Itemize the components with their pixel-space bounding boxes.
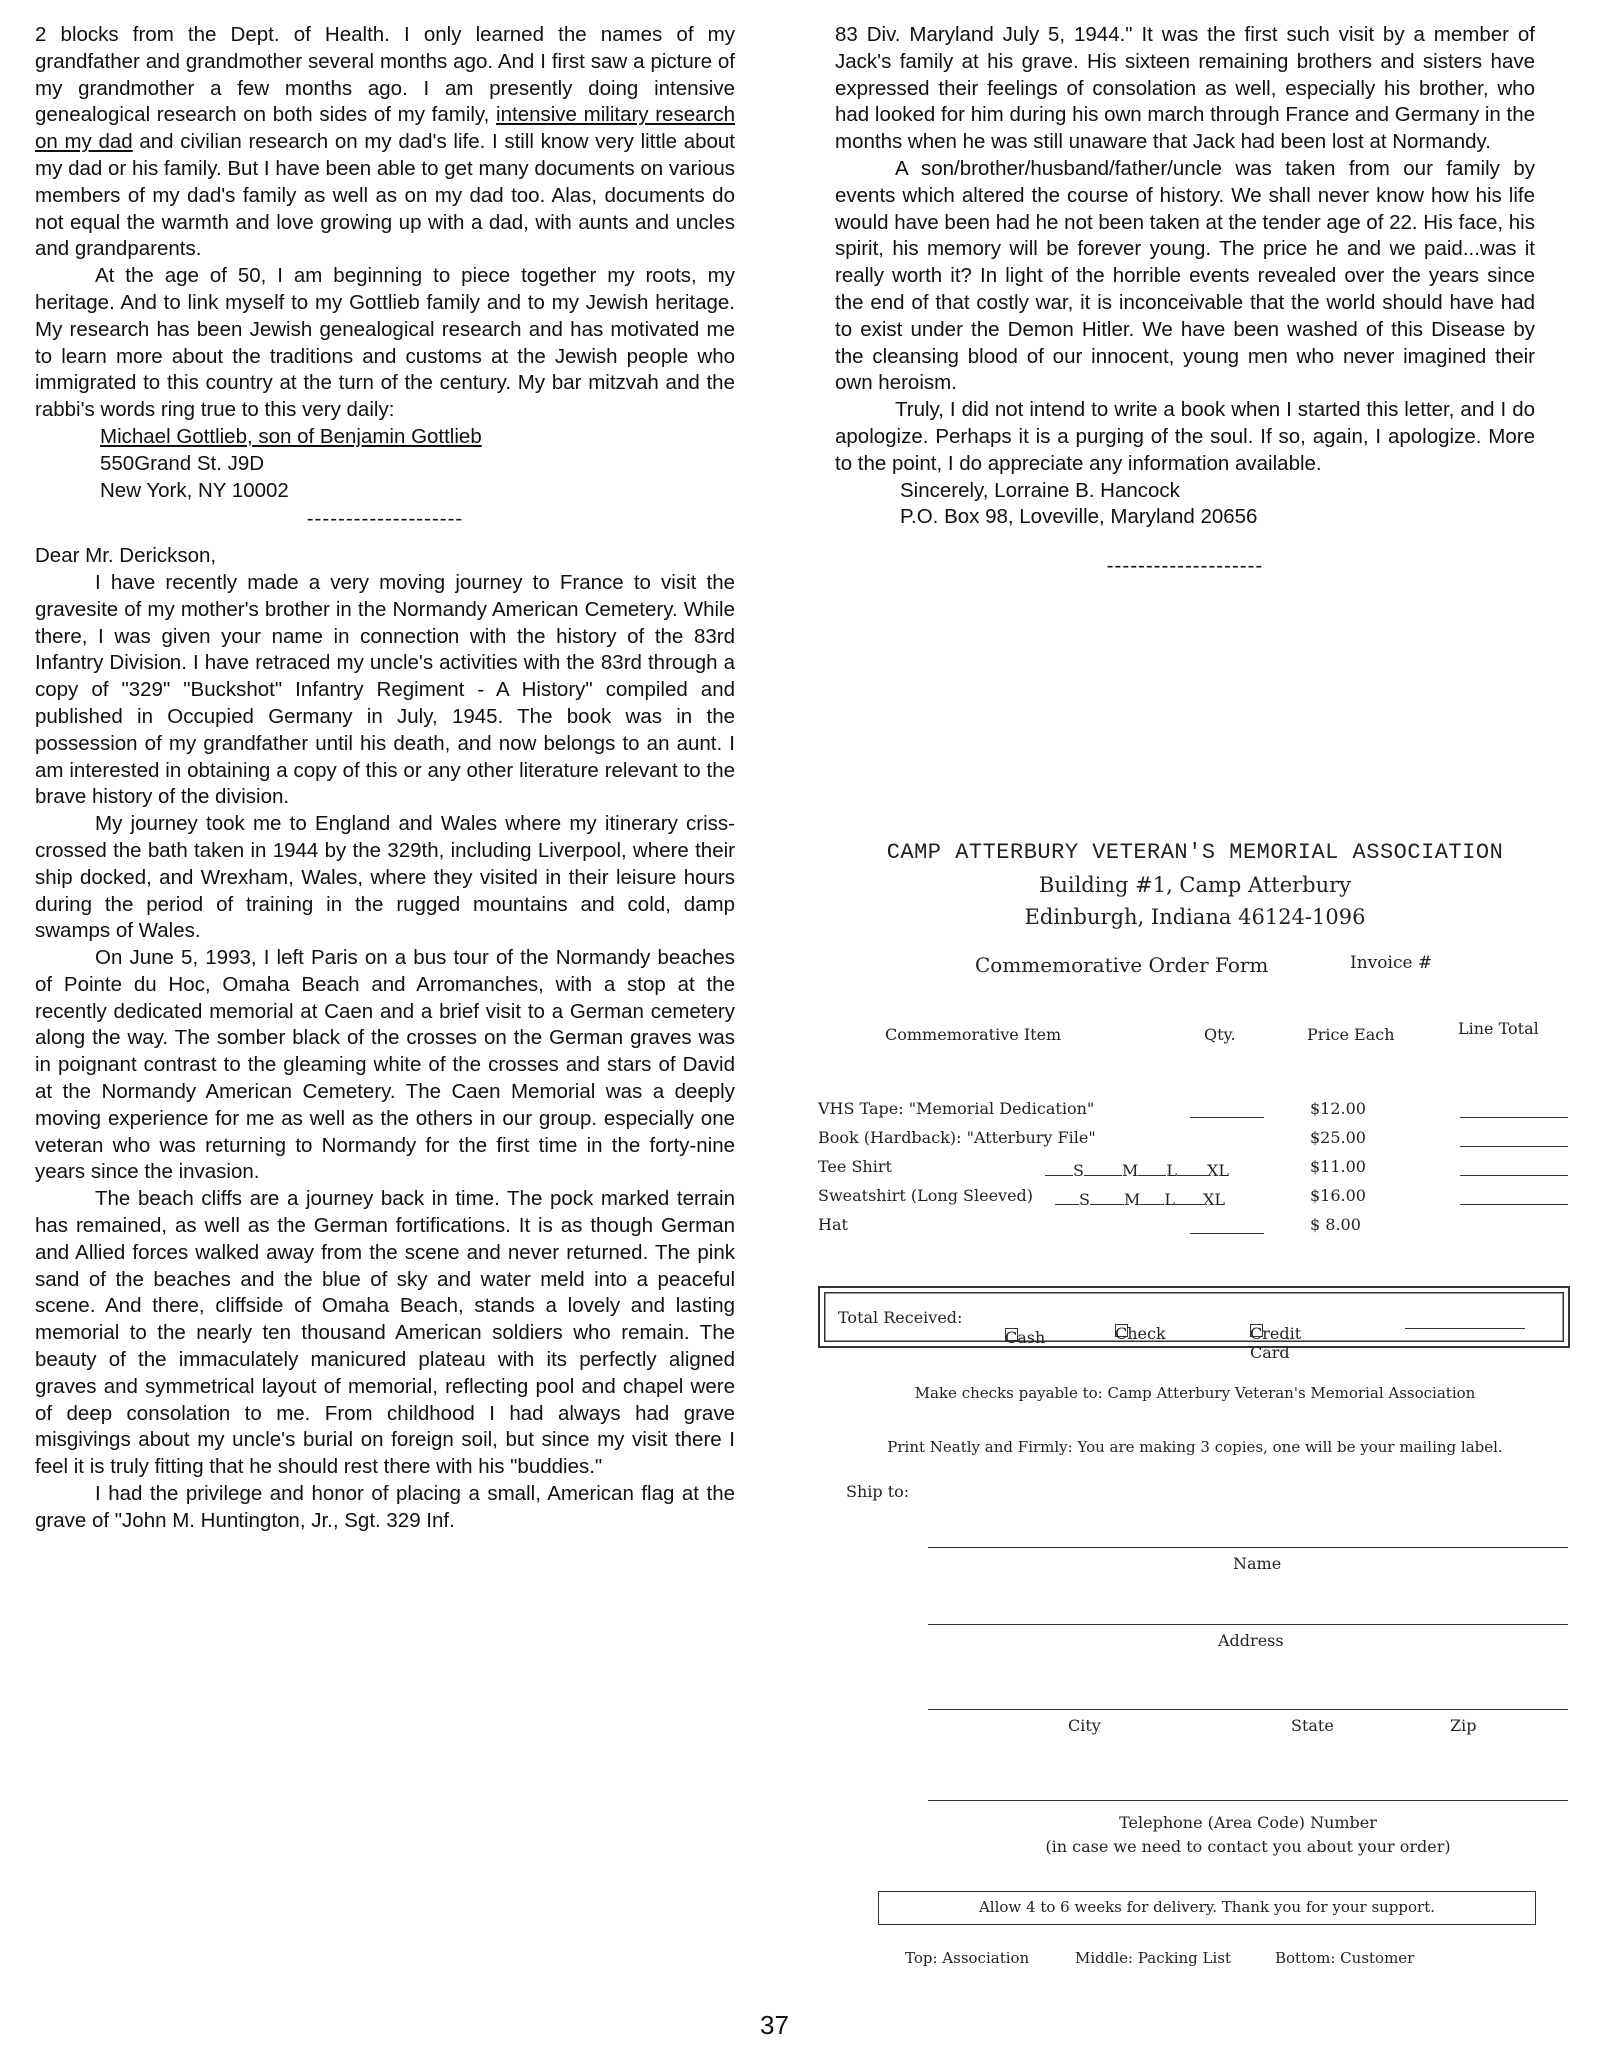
qty-field[interactable] (1190, 1099, 1264, 1118)
ship-to-label: Ship to: (846, 1482, 910, 1501)
col-total: Line Total (1458, 1019, 1539, 1038)
section-divider: -------------------- (306, 507, 464, 531)
invoice-label: Invoice # (1350, 953, 1433, 973)
table-row: VHS Tape: "Memorial Dedication" $12.00 (810, 1099, 1580, 1128)
table-row: Tee Shirt S M L XL $11.00 (810, 1157, 1580, 1186)
col-qty: Qty. (1204, 1025, 1236, 1044)
table-header (810, 1019, 1580, 1055)
section-divider: -------------------- (1106, 554, 1264, 578)
paragraph: I had the privilege and honor of placing a small, American flag at the grave of "John M. Huntington, Jr., Sgt. 329 Inf. (35, 1482, 735, 1532)
paragraph: My journey took me to England and Wales where my itinerary criss-crossed the bath taken in 1944 by the 329th, including Liverpool, where their ship docked, and Wrexham, Wales, where they visited in their leisure hours during the period of training in the rugged mountains and cold, damp swamps of Wales. (35, 812, 735, 943)
phone-field[interactable]: Telephone (Area Code) Number (in case we need to contact you about your order) (928, 1800, 1568, 1861)
salutation: Dear Mr. Derickson, (35, 544, 217, 568)
col-price: Price Each (1307, 1025, 1395, 1044)
table-row: Sweatshirt (Long Sleeved) S M L XL $16.00 (810, 1186, 1580, 1215)
form-header (810, 953, 1580, 987)
paragraph: 2 blocks from the Dept. of Health. I only learned the names of my grandfather and grandmother several months ago. And I first saw a picture of my grandmother a few months ago. I am presently doing intensive genealogical research on both sides of my family, intensive military research on my dad and civilian research on my dad's life. I still know very little about my dad or his family. But I have been able to get many documents on various members of my dad's family as well as on my dad too. Alas, documents do not equal the warmth and love growing up with a dad, with aunts and uncles and grandparents. (35, 23, 735, 261)
form-building: Building #1, Camp Atterbury (1038, 873, 1352, 897)
closing: Sincerely, Lorraine B. Hancock (900, 478, 1180, 502)
copy-distribution: Top: Association Middle: Packing List Bottom: Customer (905, 1949, 1415, 1967)
order-rows (810, 1099, 1580, 1244)
paragraph: At the age of 50, I am beginning to piece together my roots, my heritage. And to link myself to my Gottlieb family and to my Jewish heritage. My research has been Jewish genealogical research and has motivated me to learn more about the traditions and customs at the Jewish people who immigrated to this country at the turn of the century. My bar mitzvah and the rabbi's words ring true to this very daily: (35, 264, 735, 422)
city-state-zip-field[interactable]: City State Zip (928, 1709, 1568, 1750)
form-city: Edinburgh, Indiana 46124-1096 (1024, 905, 1366, 929)
left-column (35, 22, 735, 1535)
total-received-field[interactable] (1405, 1310, 1525, 1329)
line-total-field[interactable] (1460, 1157, 1568, 1176)
paragraph: I have recently made a very moving journey to France to visit the gravesite of my mother's brother in the Normandy American Cemetery. While there, I was given your name in connection with the history of the 83rd Infantry Division. I have retraced my uncle's activities with the 83rd through a copy of "329" "Buckshot" Infantry Regiment - A History" compiled and published in Occupied Germany in July, 1945. The book was in the possession of my grandfather until his death, and now belongs to an aunt. I am interested in obtaining a copy of this or any other literature relevant to the brave history of the division. (35, 570, 735, 809)
total-received-box: Total Received: Cash Check Credit Card (818, 1286, 1570, 1348)
order-form (810, 840, 1580, 1975)
line-total-field[interactable] (1460, 1128, 1568, 1147)
name-field[interactable]: Name (928, 1547, 1568, 1588)
size-options: S M L XL (1055, 1186, 1225, 1209)
table-row: Book (Hardback): "Atterbury File" $25.00 (810, 1128, 1580, 1157)
size-options: S M L XL (1045, 1157, 1229, 1180)
address-field[interactable]: Address (928, 1624, 1568, 1665)
line-total-field[interactable] (1460, 1099, 1568, 1118)
paragraph: 83 Div. Maryland July 5, 1944." It was the first such visit by a member of Jack's family at his grave. His sixteen remaining brothers and sisters have expressed their feelings of consolation as well, especially his brother, who had looked for him during his own march through France and Germany in the months when he was still unaware that Jack had been lost at Normandy. (835, 23, 1535, 154)
signature-city: New York, NY 10002 (100, 478, 289, 502)
page-number: 37 (760, 2010, 789, 2040)
signature-name: Michael Gottlieb, son of Benjamin Gottlieb (100, 424, 482, 448)
closing-address: P.O. Box 98, Loveville, Maryland 20656 (900, 505, 1258, 529)
paragraph: Truly, I did not intend to write a book when I started this letter, and I do apologize. Perhaps it is a purging of the soul. If so, again, I apologize. More to the point, I do appreciate any information available. (835, 398, 1535, 475)
delivery-note: Allow 4 to 6 weeks for delivery. Thank you for your support. (878, 1891, 1536, 1925)
underlined-phrase: intensive military research on my dad (35, 103, 735, 154)
paragraph: On June 5, 1993, I left Paris on a bus tour of the Normandy beaches of Pointe du Hoc, Omaha Beach and Arromanches, with a stop at the recently dedicated memorial at Caen and a brief visit to a German cemetery along the way. The somber black of the crosses on the German graves was in poignant contrast to the gleaming white of the crosses and stars of David at the Normandy American Cemetery. The Caen Memorial was a deeply moving experience for me as well as the others in our group. especially one veteran who was returning to Normandy for the first time in the forty-nine years since the invasion. (35, 946, 735, 1184)
signature-street: 550Grand St. J9D (100, 451, 265, 475)
col-item: Commemorative Item (885, 1025, 1062, 1044)
paragraph: The beach cliffs are a journey back in time. The pock marked terrain has remained, as well as the German fortifications. It is as though German and Allied forces walked away from the scene and never returned. The pink sand of the beaches and the blue of sky and water meld into a peaceful scene. And there, cliffside of Omaha Beach, stands a lovely and lasting memorial to the nearly ten thousand American soldiers who remain. The beauty of the immaculately manicured plateau with its perfectly aligned graves and symmetrical layout of memorial, reflecting pool and chapel were of deep consolation to me. From childhood I had always had grave misgivings about my uncle's burial on foreign soil, but since my visit there I feel it is truly fitting that he should rest there with his "buddies." (35, 1187, 735, 1479)
form-org-name: CAMP ATTERBURY VETERAN'S MEMORIAL ASSOCIATION (886, 840, 1504, 865)
right-column (835, 22, 1535, 590)
payable-note: Make checks payable to: Camp Atterbury Veteran's Memorial Association (914, 1384, 1476, 1402)
qty-field[interactable] (1190, 1215, 1264, 1234)
paragraph: A son/brother/husband/father/uncle was taken from our family by events which altered the course of history. We shall never know how his life would have been had he not been taken at the tender age of 22. His face, his spirit, his memory will be forever young. The price he and we paid...was it really worth it? In light of the horrible events revealed over the years since the end of that costly war, it is inconceivable that the world should have had to exist under the Demon Hitler. We have been washed of this Disease by the cleansing blood of our innocent, young men who never imagined their own heroism. (835, 156, 1535, 395)
form-title: Commemorative Order Form (975, 953, 1269, 977)
table-row: Hat $ 8.00 (818, 1215, 1361, 1234)
line-total-field[interactable] (1460, 1186, 1568, 1205)
print-note: Print Neatly and Firmly: You are making 3 copies, one will be your mailing label. (887, 1438, 1503, 1456)
